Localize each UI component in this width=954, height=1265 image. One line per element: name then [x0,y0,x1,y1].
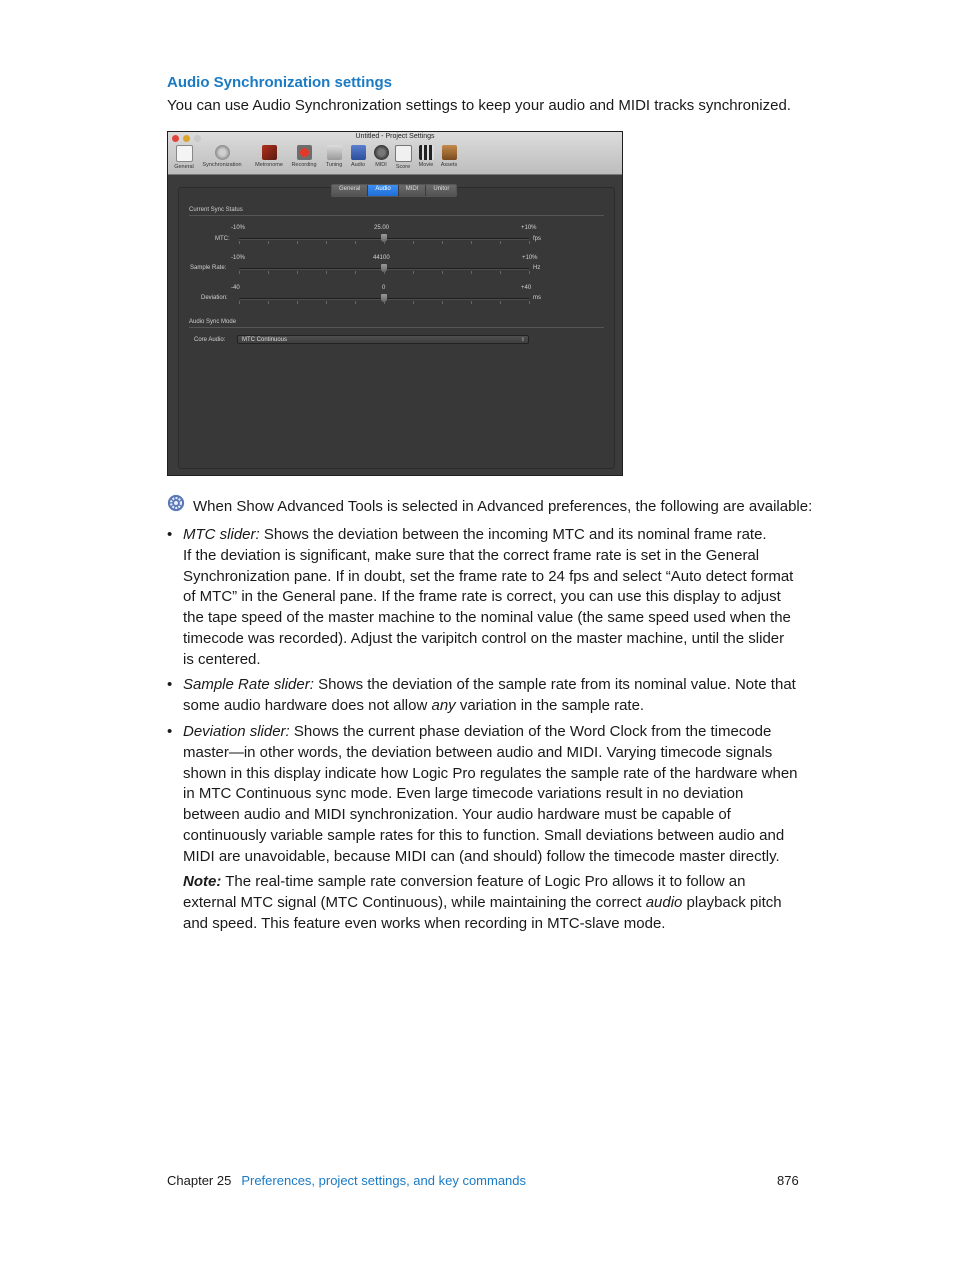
chapter-number: Chapter 25 [167,1173,232,1188]
toolbar-metronome[interactable] [252,145,286,168]
toolbar-label: Recording [291,162,317,168]
sync-mode-title: Audio Sync Mode [189,319,237,325]
slider-tick [297,271,298,274]
tab-general[interactable]: General [332,185,368,196]
slider-tick [413,271,414,274]
bullet-term: Sample Rate slider: [183,676,314,693]
toolbar-synchronization[interactable] [200,145,244,168]
note-text: The real-time sample rate conversion feature of Logic Pro allows it to follow an external MTC signal (MTC Continuous), while maintaining the correct [183,873,746,911]
note-paragraph [183,872,798,934]
tab-midi[interactable]: MIDI [399,185,427,196]
movie-icon [419,145,434,160]
slider-tick [355,271,356,274]
sample-rate-label: Sample Rate: [190,265,227,271]
deviation-unit: ms [533,295,541,301]
slider-tick [413,241,414,244]
slider-tick [442,241,443,244]
deviation-min-label: -40 [231,285,240,291]
slider-tick [297,301,298,304]
general-icon [176,145,193,162]
settings-pane [178,187,615,469]
slider-tick [500,271,501,274]
bullet-text: Shows the deviation of the sample rate from its nominal value. Note that some audio hardware does not allow [183,676,796,714]
section-heading: Audio Synchronization settings [167,74,393,91]
note-label: Note: [183,873,222,890]
slider-tick [268,301,269,304]
slider-tick [268,271,269,274]
slider-tick [500,241,501,244]
toolbar-audio[interactable] [346,145,370,168]
tab-unitor[interactable]: Unitor [426,185,456,196]
toolbar-label: General [174,164,194,170]
slider-tick [384,241,385,244]
mtc-unit: fps [533,236,542,242]
slider-tick [471,301,472,304]
page-number: 876 [777,1173,799,1188]
slider-tick [384,271,385,274]
chapter-title-link[interactable]: Preferences, project settings, and key commands [241,1173,527,1188]
bullet-text: Shows the current phase deviation of the Word Clock from the timecode master—in other words, the deviation between audio and MIDI. Varying timecode signals shown in this display indicate how Logic Pro regulates the sample rate of the hardware when in MTC Continuous sync mode. Even large timecode variations result in no deviation between audio and MIDI synchronization. Your audio hardware must be capable of continuously variable sample rates for this to function. Small deviations between audio and MIDI are unavoidable, because MIDI can (and should) follow the timecode master directly. [183,723,798,865]
bullet-icon: • [167,723,173,740]
sync-status-title: Current Sync Status [189,207,243,213]
sample-rate-unit: Hz [533,265,541,271]
toolbar-label: Tuning [325,162,343,168]
toolbar-label: MIDI [375,162,387,168]
tab-audio[interactable]: Audio [368,185,398,196]
deviation-center-label: 0 [382,285,386,291]
bullet-text: variation in the sample rate. [455,696,645,714]
deviation-label: Deviation: [201,295,228,301]
advanced-tools-note: When Show Advanced Tools is selected in Advanced preferences, the following are available: [193,498,813,515]
tuning-icon [327,145,342,160]
slider-tick [500,301,501,304]
note-text: playback pitch and speed. This feature even works when recording in MTC-slave mode. [183,893,782,932]
slider-tick [297,241,298,244]
slider-tick [239,241,240,244]
core-audio-popup[interactable] [237,335,529,344]
slider-tick [268,241,269,244]
slider-tick [326,271,327,274]
bullet-icon: • [167,676,173,693]
toolbar-label: Audio [350,162,366,168]
core-audio-label: Core Audio: [194,337,226,343]
record-icon [297,145,312,160]
audio-icon [351,145,366,160]
sample-rate-center-label: 44100 [373,255,390,261]
bullet-continuation: If the deviation is significant, make sure that the correct frame rate is set in the General Synchronization pane. If in doubt, set the frame rate to 24 fps and select “Auto detect format of MTC” in the General pane. If the frame rate is correct, you can use this display to adjust the tape speed of the master machine to the nominal value (the same speed used when the timecode was recorded). Adjust the varipitch control on the master machine, until the slider is centered. [183,546,794,668]
toolbar-midi[interactable] [369,145,393,168]
slider-tick [442,301,443,304]
slider-tick [355,241,356,244]
gear-icon [167,494,185,512]
core-audio-value: MTC Continuous [242,337,288,343]
slider-tick [413,301,414,304]
footer-chapter [167,1173,526,1188]
toolbar-label: Assets [440,162,458,168]
assets-icon [442,145,457,160]
slider-tick [239,301,240,304]
score-icon [395,145,412,162]
midi-icon [374,145,389,160]
window-titlebar [168,132,622,175]
sample-rate-min-label: -10% [231,255,246,261]
bullet-term: Deviation slider: [183,723,290,740]
slider-tick [529,271,530,274]
divider [189,327,604,328]
intro-paragraph: You can use Audio Synchronization settings to keep your audio and MIDI tracks synchronized. [167,97,791,114]
bullet-icon: • [167,526,173,543]
divider [189,215,604,216]
toolbar-movie[interactable] [414,145,438,168]
list-item [183,525,798,671]
slider-tick [326,301,327,304]
toolbar-recording[interactable] [288,145,320,168]
slider-tick [355,301,356,304]
toolbar-general[interactable] [172,145,196,170]
slider-tick [529,241,530,244]
mtc-max-label: +10% [521,225,537,231]
sample-rate-max-label: +10% [522,255,538,261]
toolbar-assets[interactable] [437,145,461,168]
slider-tick [384,301,385,304]
note-emphasis: audio [645,893,683,911]
window-title: Untitled - Project Settings [355,133,435,140]
toolbar-score[interactable] [391,145,415,170]
metronome-icon [262,145,277,160]
mtc-min-label: -10% [231,225,246,231]
bullet-term: MTC slider: [183,526,260,543]
toolbar-label: Movie [418,162,434,168]
list-item [183,675,798,717]
toolbar-label: Score [395,164,411,170]
project-settings-screenshot [167,131,623,476]
sync-icon [215,145,230,160]
bullet-text: Shows the deviation between the incoming MTC and its nominal frame rate. [259,526,767,543]
deviation-max-label: +40 [521,285,532,291]
slider-tick [529,301,530,304]
slider-tick [471,271,472,274]
slider-tick [442,271,443,274]
slider-tick [239,271,240,274]
toolbar-label: Metronome [255,162,283,168]
toolbar-tuning[interactable] [322,145,346,168]
settings-tabs [331,184,457,197]
slider-tick [471,241,472,244]
list-item [183,722,798,868]
mtc-label: MTC: [215,236,230,242]
popup-arrows-icon: ⇕ [520,337,525,343]
slider-tick [326,241,327,244]
mtc-center-label: 25.00 [374,225,390,231]
bullet-emphasis: any [431,696,456,714]
toolbar-label: Synchronization [202,162,242,168]
